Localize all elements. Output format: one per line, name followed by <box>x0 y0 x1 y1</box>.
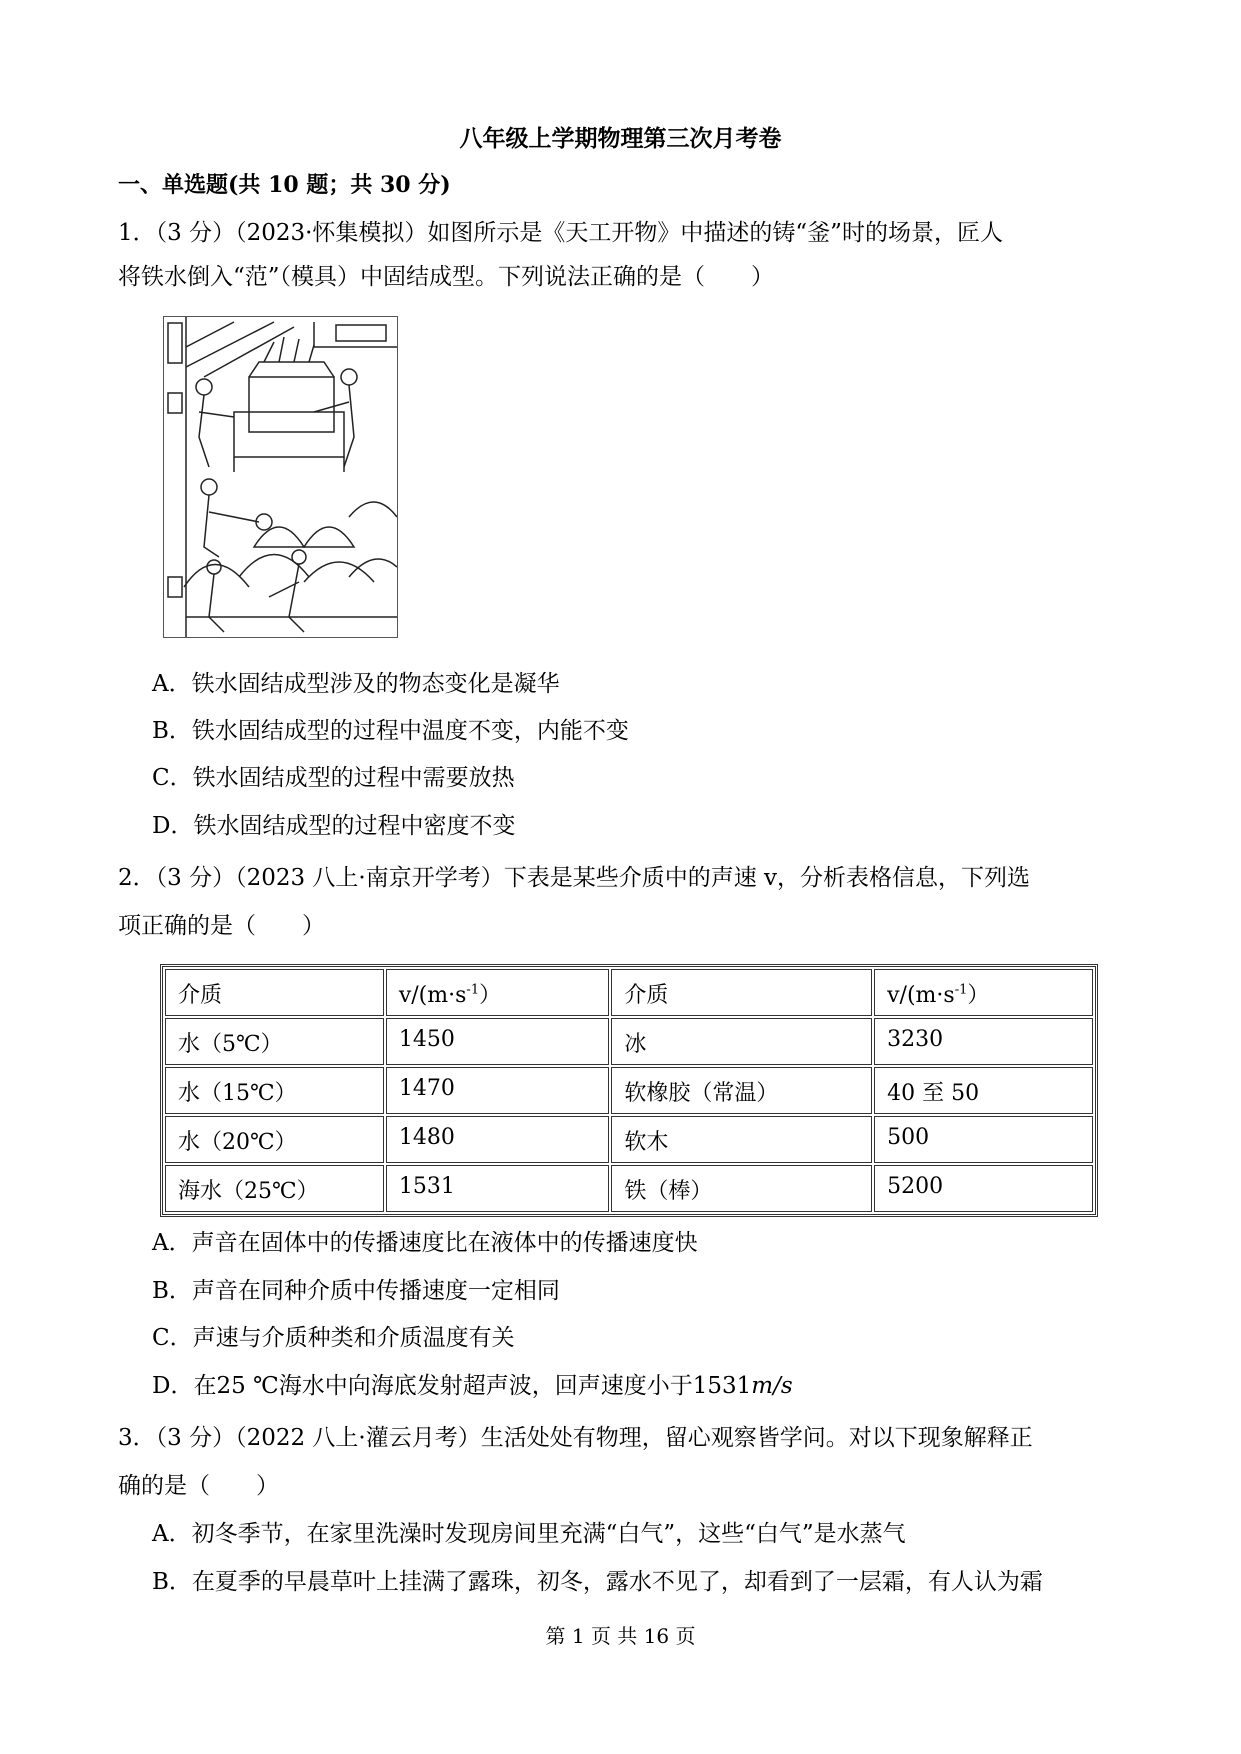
table-cell: 1470 <box>386 1067 610 1114</box>
q2-option-d-text: D．在25 ℃海水中向海底发射超声波，回声速度小于1531 <box>152 1373 752 1399</box>
table-cell: 水（5℃） <box>165 1018 384 1065</box>
q3-stem-line2: 确的是（ ） <box>118 1473 279 1499</box>
table-header-row <box>165 969 1093 1016</box>
q3-option-a: A．初冬季节，在家里洗澡时发现房间里充满“白气”，这些“白气”是水蒸气 <box>152 1521 906 1547</box>
table-cell: 软木 <box>611 1116 872 1163</box>
table-row <box>165 1116 1093 1163</box>
table-cell: 冰 <box>611 1018 872 1065</box>
table-cell: 铁（棒） <box>611 1165 872 1212</box>
table-row <box>165 1067 1093 1114</box>
table-header-cell: $v/(m\cdot s^{-1})$ <box>386 969 610 1016</box>
table-cell: 水（20℃） <box>165 1116 384 1163</box>
q1-stem-line2: 将铁水倒入“范”（模具）中固结成型。下列说法正确的是（ ） <box>118 264 775 290</box>
section-heading: 一、单选题(共 10 题；共 30 分) <box>118 172 451 198</box>
table-cell: 1480 <box>386 1116 610 1163</box>
sound-speed-table <box>160 964 1098 1217</box>
table-row <box>165 1018 1093 1065</box>
q2-stem-line1: 2．（3 分）（2023 八上·南京开学考）下表是某些介质中的声速 v，分析表格信息，下列选 <box>118 865 1031 891</box>
table-cell: 水（15℃） <box>165 1067 384 1114</box>
table-cell: 海水（25℃） <box>165 1165 384 1212</box>
q1-option-a: A．铁水固结成型涉及的物态变化是凝华 <box>152 671 560 697</box>
table-header-cell: 介质 <box>165 969 384 1016</box>
table-cell: 软橡胶（常温） <box>611 1067 872 1114</box>
q1-option-b: B．铁水固结成型的过程中温度不变，内能不变 <box>152 718 629 744</box>
q3-stem-line1: 3．（3 分）（2022 八上·灌云月考）生活处处有物理，留心观察皆学问。对以下现象解释正 <box>118 1425 1033 1451</box>
q1-option-c: C．铁水固结成型的过程中需要放热 <box>152 765 515 791</box>
page-title: 八年级上学期物理第三次月考卷 <box>459 125 782 152</box>
table-cell: 3230 <box>874 1018 1093 1065</box>
table-cell: 1450 <box>386 1018 610 1065</box>
page-footer: 第 1 页 共 16 页 <box>545 1624 696 1648</box>
table-cell: 500 <box>874 1116 1093 1163</box>
table-header-cell: 介质 <box>611 969 872 1016</box>
q2-option-a: A．声音在固体中的传播速度比在液体中的传播速度快 <box>152 1230 698 1256</box>
q2-option-d <box>152 1371 793 1401</box>
table-cell: 40 至 50 <box>874 1067 1093 1114</box>
table-row <box>165 1165 1093 1212</box>
table-cell: 5200 <box>874 1165 1093 1212</box>
tiangong-kaiwu-illustration <box>163 316 398 638</box>
q1-stem-line1: 1．（3 分）（2023·怀集模拟）如图所示是《天工开物》中描述的铸“釜”时的场景，匠人 <box>118 220 1003 246</box>
table-cell: 1531 <box>386 1165 610 1212</box>
q1-option-d: D．铁水固结成型的过程中密度不变 <box>152 813 516 839</box>
q2-option-b: B．声音在同种介质中传播速度一定相同 <box>152 1278 560 1304</box>
table-header-cell: $v/(m\cdot s^{-1})$ <box>874 969 1093 1016</box>
q2-option-d-unit: m/s <box>751 1373 793 1399</box>
q2-stem-line2: 项正确的是（ ） <box>118 913 325 939</box>
q2-option-c: C．声速与介质种类和介质温度有关 <box>152 1325 515 1351</box>
q3-option-b: B．在夏季的早晨草叶上挂满了露珠，初冬，露水不见了，却看到了一层霜，有人认为霜 <box>152 1569 1043 1595</box>
